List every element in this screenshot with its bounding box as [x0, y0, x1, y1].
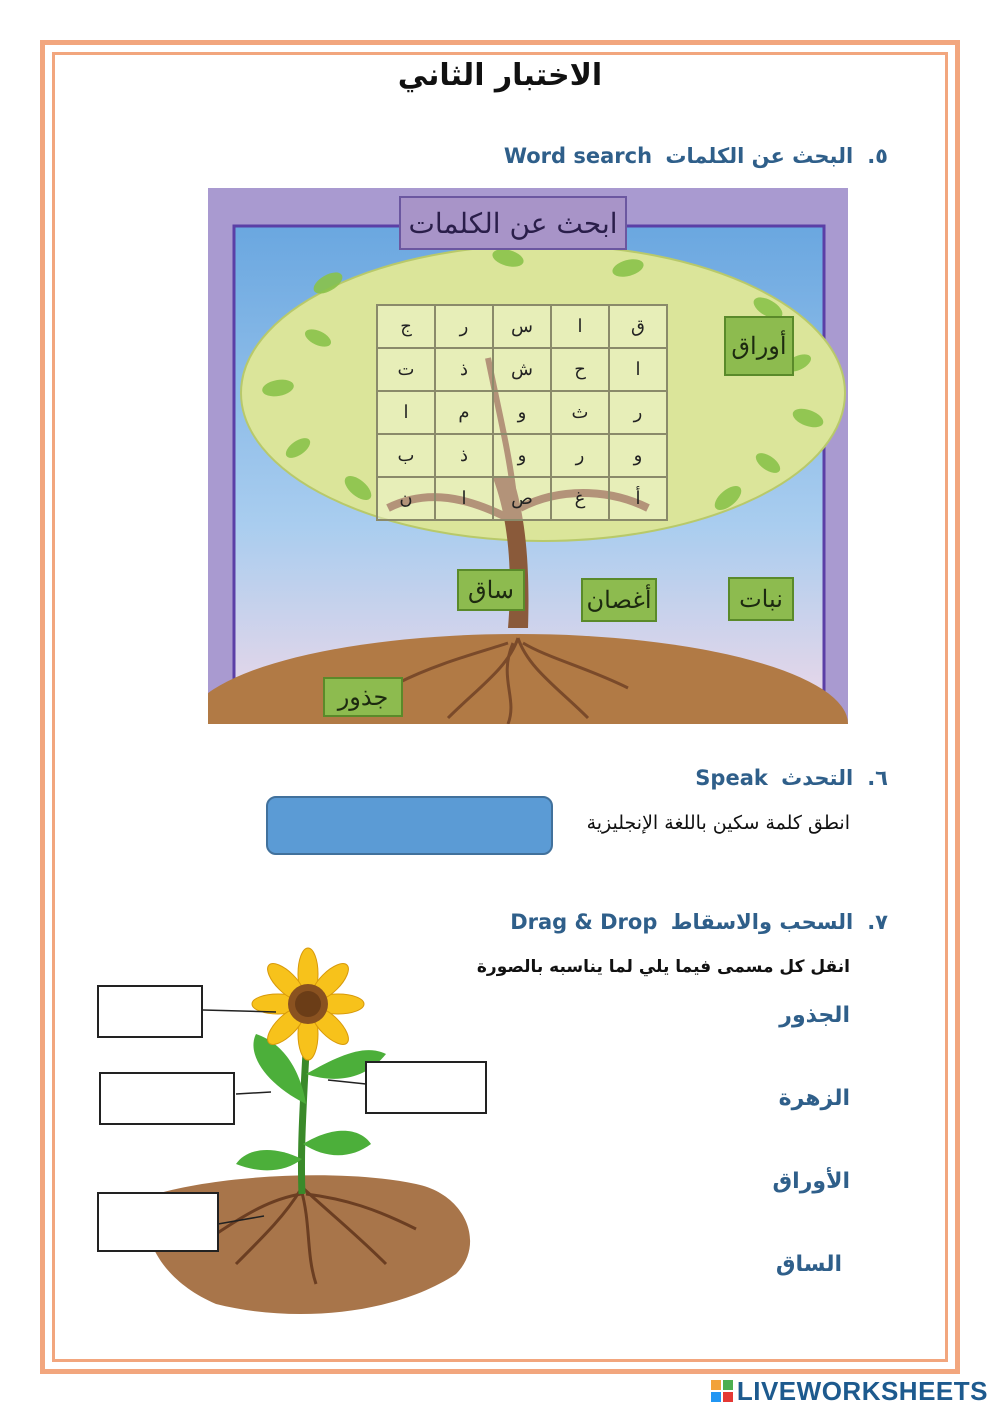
grid-cell[interactable]: ا — [435, 477, 493, 520]
page-title: الاختبار الثاني — [397, 58, 603, 93]
drag-label-flower[interactable]: الزهرة — [778, 1086, 850, 1111]
grid-cell[interactable]: ذ — [435, 434, 493, 477]
grid-cell[interactable]: ا — [551, 305, 609, 348]
grid-cell[interactable]: ر — [435, 305, 493, 348]
section-title-ar: التحدث — [781, 766, 854, 790]
grid-cell[interactable]: ق — [609, 305, 667, 348]
section-number: ٥. — [867, 144, 888, 168]
grid-cell[interactable]: ب — [377, 434, 435, 477]
grid-cell[interactable]: ج — [377, 305, 435, 348]
grid-cell[interactable]: ا — [377, 391, 435, 434]
word-bubble-branches: أغصان — [581, 578, 657, 622]
drag-label-roots[interactable]: الجذور — [779, 1003, 850, 1028]
drop-box-leaves-left[interactable] — [99, 1072, 235, 1125]
word-bubble-plant: نبات — [728, 577, 794, 621]
grid-cell[interactable]: غ — [551, 477, 609, 520]
section-number: ٦. — [867, 766, 888, 790]
drop-box-roots[interactable] — [97, 1192, 219, 1252]
section-title-en: Drag & Drop — [510, 910, 658, 934]
grid-cell[interactable]: أ — [609, 477, 667, 520]
drag-label-leaves[interactable]: الأوراق — [772, 1169, 850, 1194]
word-bubble-stem: ساق — [457, 569, 525, 611]
speak-record-button[interactable] — [266, 796, 553, 855]
word-search-heading — [504, 144, 888, 168]
grid-cell[interactable]: ح — [551, 348, 609, 391]
word-bubble-leaves: أوراق — [724, 316, 794, 376]
section-title-en: Speak — [695, 766, 768, 790]
section-title-en: Word search — [503, 144, 653, 168]
grid-cell[interactable]: ن — [377, 477, 435, 520]
grid-cell[interactable]: ش — [493, 348, 551, 391]
grid-cell[interactable]: و — [493, 391, 551, 434]
drop-box-stem[interactable] — [365, 1061, 487, 1114]
drag-drop-heading — [510, 910, 888, 934]
grid-cell[interactable]: و — [493, 434, 551, 477]
grid-cell[interactable]: ص — [493, 477, 551, 520]
word-search-grid — [376, 304, 668, 521]
grid-cell[interactable]: س — [493, 305, 551, 348]
section-number: ٧. — [867, 910, 888, 934]
footer-brand — [711, 1376, 988, 1406]
grid-cell[interactable]: ا — [609, 348, 667, 391]
speak-heading — [695, 766, 888, 790]
section-title-ar: البحث عن الكلمات — [665, 144, 854, 168]
word-search-image-title: ابحث عن الكلمات — [399, 196, 627, 250]
speak-instruction: انطق كلمة سكين باللغة الإنجليزية — [586, 812, 850, 834]
grid-cell[interactable]: ذ — [435, 348, 493, 391]
word-bubble-roots: جذور — [323, 677, 403, 717]
liveworksheets-logo-icon — [711, 1380, 733, 1402]
grid-cell[interactable]: ت — [377, 348, 435, 391]
section-title-ar: السحب والاسقاط — [670, 910, 854, 934]
drag-label-stem[interactable]: الساق — [775, 1252, 842, 1277]
grid-cell[interactable]: ث — [551, 391, 609, 434]
drop-box-flower[interactable] — [97, 985, 203, 1038]
grid-cell[interactable]: ر — [551, 434, 609, 477]
drag-drop-instruction: انقل كل مسمى فيما يلي لما يناسبه بالصورة — [476, 957, 850, 977]
grid-cell[interactable]: ر — [609, 391, 667, 434]
grid-cell[interactable]: و — [609, 434, 667, 477]
grid-cell[interactable]: م — [435, 391, 493, 434]
brand-name: LIVEWORKSHEETS — [736, 1375, 988, 1406]
